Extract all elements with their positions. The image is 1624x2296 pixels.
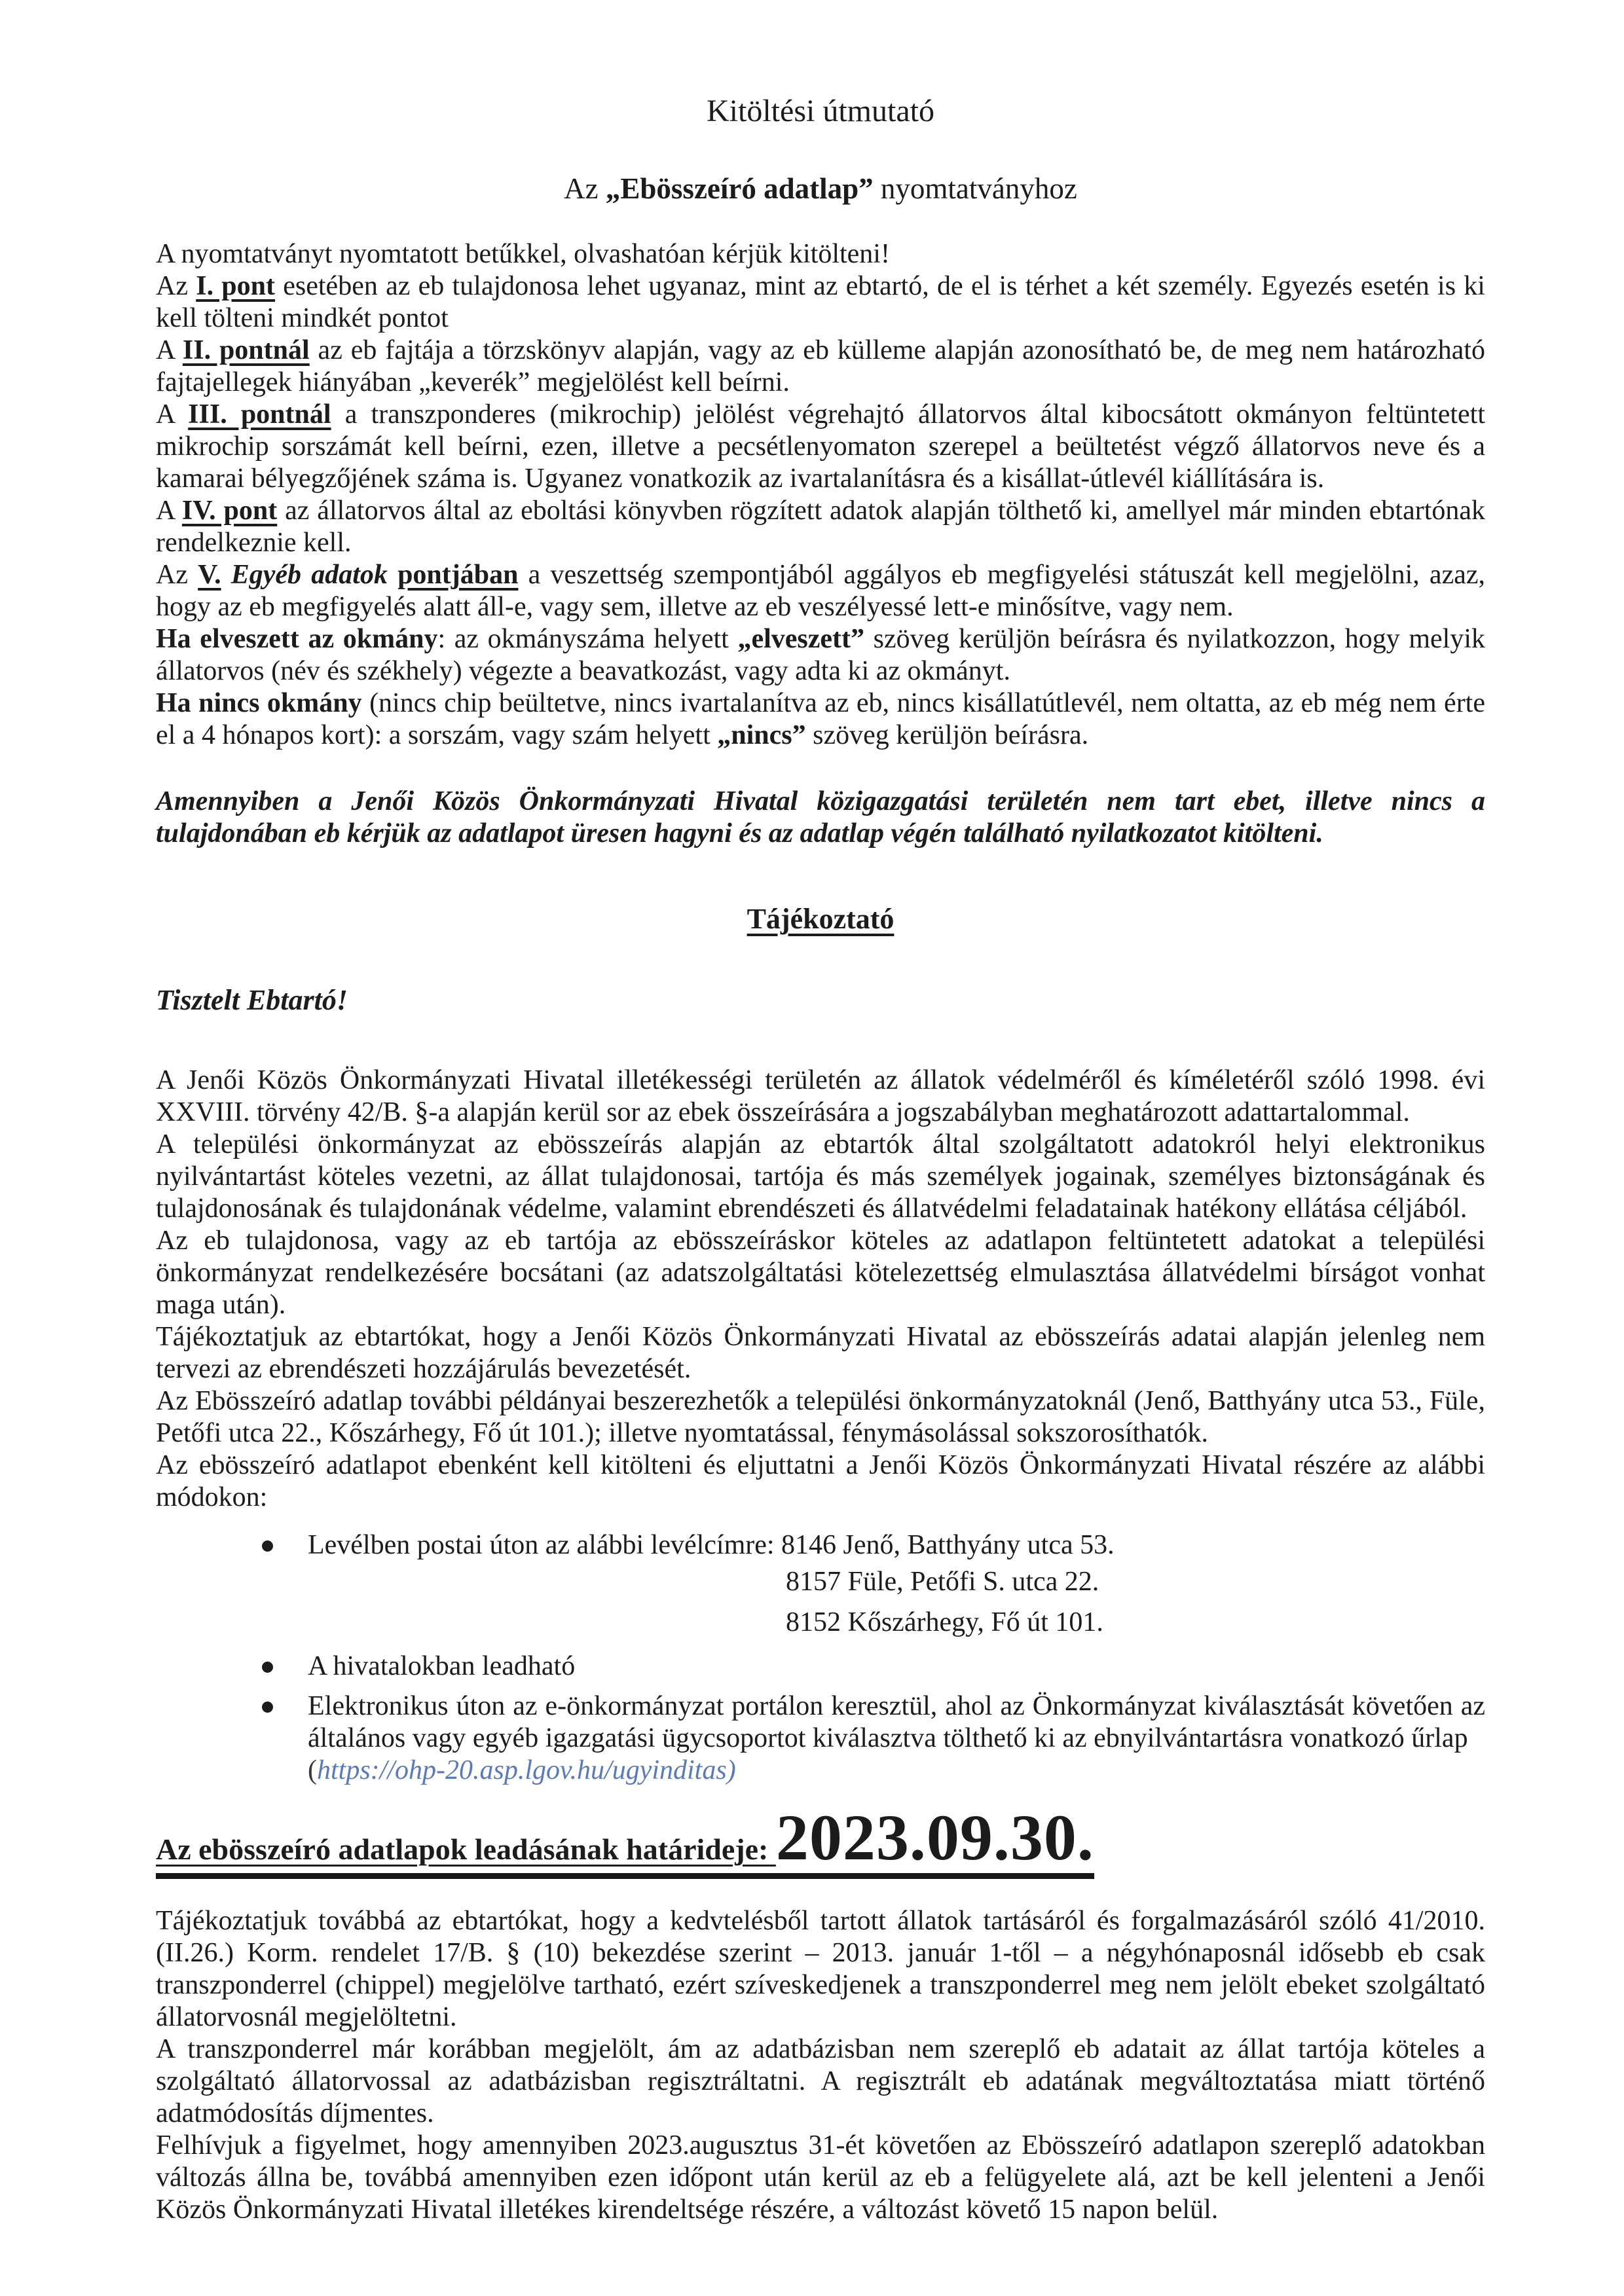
instruction-paragraph: Az I. pont esetében az eb tulajdonosa lehet ugyanaz, mint az ebtartó, de el is térhet a két személy. Egyezés esetén is ki kell tölteni mindkét pontot — [156, 271, 1485, 333]
instruction-paragraph: A nyomtatványt nyomtatott betűkkel, olvashatóan kérjük kitölteni! — [156, 239, 890, 269]
office-method-text: A hivatalokban leadható — [308, 1651, 576, 1681]
information-block — [156, 1065, 1485, 1514]
list-item-electronic — [308, 1690, 1485, 1787]
document-title: Kitöltési útmutató — [707, 94, 934, 128]
info-paragraph: A Jenői Közös Önkormányzati Hivatal illetékességi területén az állatok védelméről és kíméletéről szóló 1998. évi XXVIII. törvény 42/B. §-a alapján kerül sor az ebek összeírására a jogszabályban meghatározott adattartalommal. — [156, 1065, 1485, 1127]
no-dog-notice: Amennyiben a Jenői Közös Önkormányzati Hivatal közigazgatási területén nem tart ebet, illetve nincs a tulajdonában eb kérjük az adatlapot üresen hagyni és az adatlap végén található nyilatkozatot kitölteni. — [156, 786, 1485, 848]
info-paragraph: Az eb tulajdonosa, vagy az eb tartója az ebösszeíráskor köteles az adatlapon feltüntetett adatokat a települési önkormányzat rendelkezésére bocsátani (az adatszolgáltatási kötelezettség elmulasztása állatvédelmi bírságot vonhat maga után). — [156, 1226, 1485, 1320]
instruction-paragraph: A II. pontnál az eb fajtája a törzskönyv alapján, vagy az eb külleme alapján azonosítható be, de meg nem határozható fajtajellegek hiányában „keverék” megjelölést kell beírni. — [156, 335, 1486, 397]
link-close-paren: ) — [726, 1755, 736, 1785]
info-section-heading — [156, 902, 1485, 936]
submission-methods-list — [156, 1529, 1485, 1787]
deadline-label: Az ebösszeíró adatlapok leadásának határideje: — [156, 1832, 776, 1866]
info-paragraph: A települési önkormányzat az ebösszeírás alapján az ebtartók által szolgáltatott adatokról helyi elektronikus nyilvántartást köteles vezetni, az állat tulajdonosai, tartója és más személyek jogainak, személyes biztonságának és tulajdonosának és tulajdonának védelme, valamint ebrendészeti és állatvédelmi feladatainak hatékony ellátása céljából. — [156, 1129, 1485, 1224]
document-subtitle: Az „Ebösszeíró adatlap” nyomtatványhoz — [564, 172, 1077, 205]
deadline-line — [156, 1801, 1094, 1879]
closing-paragraph: Tájékoztatjuk továbbá az ebtartókat, hogy a kedvtelésből tartott állatok tartásáról és forgalmazásáról szóló 41/2010. (II.26.) Korm. rendelet 17/B. § (10) bekezdése szerint – 2013. január 1-től – a négyhónaposnál idősebb eb csak transzponderrel (chippel) megjelölve tartható, ezért szíveskedjenek a transzponderrel meg nem jelölt ebeket szolgáltató állatorvosnál megjelöltetni. — [156, 1906, 1485, 2032]
electronic-method-text: Elektronikus úton az e-önkormányzat portálon keresztül, ahol az Önkormányzat kiválasztását követően az általános vagy egyéb igazgatási ügycsoportot kiválasztva tölthető ki az ebnyilvántartásra vonatkozó űrlap — [308, 1691, 1485, 1753]
instruction-paragraph: A III. pontnál a transzponderes (mikrochip) jelölést végrehajtó állatorvos által kibocsátott okmányon feltüntetett mikrochip sorszámát kell beírni, ezen, illetve a pecsétlenyomaton szerepel a beültetést végző állatorvos neve és a kamarai bélyegzőjének száma is. Ugyanez vonatkozik az ivartalanításra és a kisállat-útlevél kiállítására is. — [156, 399, 1486, 494]
deadline-date: 2023.09.30. — [775, 1801, 1094, 1874]
deadline-section — [156, 1801, 1485, 1879]
salutation: Tisztelt Ebtartó! — [156, 984, 348, 1016]
instruction-paragraph: Ha elveszett az okmány: az okmányszáma helyett „elveszett” szöveg kerüljön beírásra és nyilatkozzon, hogy melyik állatorvos (név és székhely) végezte a beavatkozást, vagy adta ki az okmányt. — [156, 624, 1485, 686]
info-paragraph: Tájékoztatjuk az ebtartókat, hogy a Jenői Közös Önkormányzati Hivatal az ebösszeírás adatai alapján jelenleg nem tervezi az ebrendészeti hozzájárulás bevezetését. — [156, 1322, 1485, 1384]
postal-method-text: Levélben postai úton az alábbi levélcímre: 8146 Jenő, Batthyány utca 53. — [308, 1530, 1115, 1560]
instruction-paragraph: Ha nincs okmány (nincs chip beültetve, nincs ivartalanítva az eb, nincs kisállatútlevél, nem oltatta, az eb még nem érte el a 4 hónapos kort): a sorszám, vagy szám helyett „nincs” szöveg kerüljön beírásra. — [156, 688, 1485, 750]
postal-address: 8157 Füle, Petőfi S. utca 22. — [786, 1567, 1099, 1597]
postal-address: 8152 Kőszárhegy, Fő út 101. — [786, 1607, 1103, 1637]
info-paragraph: Az Ebösszeíró adatlap további példányai beszerezhetők a települési önkormányzatoknál (Jenő, Batthyány utca 53., Füle, Petőfi utca 22., Kőszárhegy, Fő út 101.); illetve nyomtatással, fénymásolással sokszorosíthatók. — [156, 1386, 1485, 1448]
closing-block — [156, 1905, 1485, 2226]
list-item-office — [308, 1650, 1485, 1683]
list-item-postal — [308, 1529, 1485, 1643]
info-section-heading-text: Tájékoztató — [747, 903, 895, 935]
portal-link[interactable]: https://ohp-20.asp.lgov.hu/ugyinditas — [317, 1755, 727, 1785]
link-open-paren: ( — [308, 1755, 317, 1785]
closing-paragraph: A transzponderrel már korábban megjelölt, ám az adatbázisban nem szereplő eb adatait az állat tartója köteles a szolgáltató állatorvossal az adatbázisban regisztráltatni. A regisztrált eb adatának megváltoztatása miatt történő adatmódosítás díjmentes. — [156, 2034, 1485, 2128]
info-paragraph: Az ebösszeíró adatlapot ebenként kell kitölteni és eljuttatni a Jenői Közös Önkormányzati Hivatal részére az alábbi módokon: — [156, 1450, 1485, 1512]
instruction-paragraph: A IV. pont az állatorvos által az eboltási könyvben rögzített adatok alapján tölthető ki, amellyel már minden ebtartónak rendelkeznie kell. — [156, 496, 1486, 558]
instruction-paragraph: Az V. Egyéb adatok pontjában a veszettség szempontjából aggályos eb megfigyelési státuszát kell megjelölni, azaz, hogy az eb megfigyelés alatt áll-e, vagy sem, illetve az eb veszélyessé lett-e minősítve, vagy nem. — [156, 560, 1485, 622]
filling-instructions-block — [156, 238, 1485, 752]
closing-paragraph: Felhívjuk a figyelmet, hogy amennyiben 2023.augusztus 31-ét követően az Ebösszeíró adatlapon szereplő adatokban változás állna be, továbbá amennyiben ezen időpont után kerül az eb a felügyelete alá, azt be kell jelenteni a Jenői Közös Önkormányzati Hivatal illetékes kirendeltsége részére, a változást követő 15 napon belül. — [156, 2130, 1485, 2225]
